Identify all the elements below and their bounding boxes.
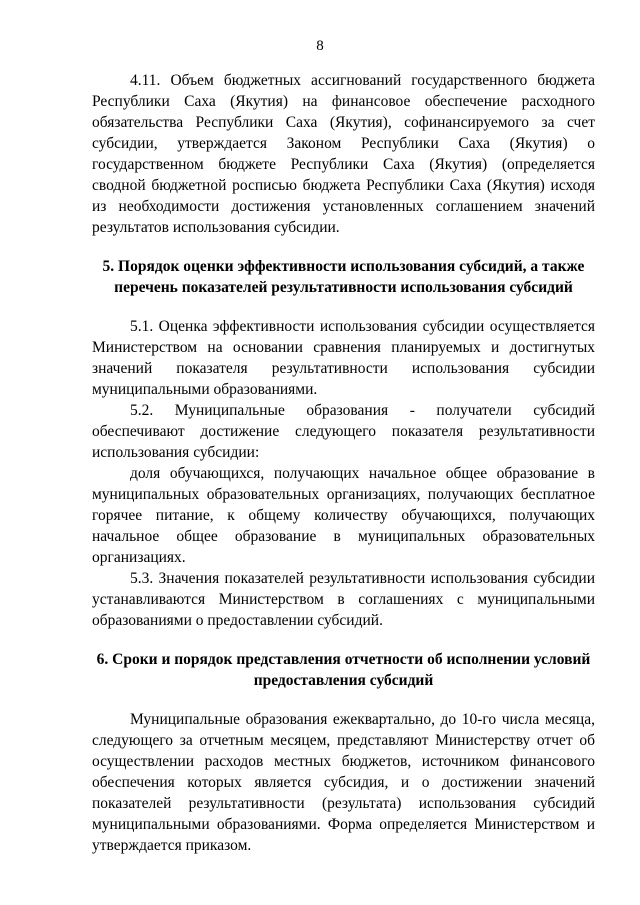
paragraph-6-reporting: Муниципальные образования ежеквартально, до 10-го числа месяца, следующего за отчетным месяцем, представляют Министерству отчет об осуществлении расходов местных бюджетов, источником финансового обеспечения которых является субсидия, и о достижении значений показателей результативности (результата) использования субсидий муниципальными образованиями. Форма определяется Министерством и утверждается приказом.: [92, 711, 595, 854]
section-6-title: 6. Сроки и порядок представления отчетности об исполнении условий предоставления субсидий: [96, 651, 591, 689]
paragraph-5-2: 5.2. Муниципальные образования - получатели субсидий обеспечивают достижение следующего показателя результативности использования субсидии:: [92, 402, 595, 461]
paragraph-5-1: 5.1. Оценка эффективности использования субсидии осуществляется Министерством на основании сравнения планируемых и достигнутых значений показателя результативности использования субсидии муниципальными образованиями.: [92, 318, 595, 398]
paragraph-5-2-indicator: доля обучающихся, получающих начальное общее образование в муниципальных образовательных организациях, получающих бесплатное горячее питание, к общему количеству обучающихся, получающих начальное общее образование в муниципальных образовательных организациях.: [92, 465, 595, 566]
page-number: 8: [316, 38, 324, 54]
section-5-title: 5. Порядок оценки эффективности использования субсидий, а также перечень показателей результативности использования субсидий: [102, 258, 585, 296]
paragraph-5-3: 5.3. Значения показателей результативности использования субсидии устанавливаются Министерством в соглашениях с муниципальными образованиями о предоставлении субсидий.: [92, 570, 595, 629]
document-body: [92, 70, 595, 856]
paragraph-4-11: 4.11. Объем бюджетных ассигнований государственного бюджета Республики Саха (Якутия) на финансовое обеспечение расходного обязательства Республики Саха (Якутия), софинансируемого за счет субсидии, утверждается Законом Республики Саха (Якутия) о государственном бюджете Республики Саха (Якутия) (определяется сводной бюджетной росписью бюджета Республики Саха (Якутия) исходя из необходимости достижения установленных соглашением значений результатов использования субсидии.: [92, 72, 595, 236]
